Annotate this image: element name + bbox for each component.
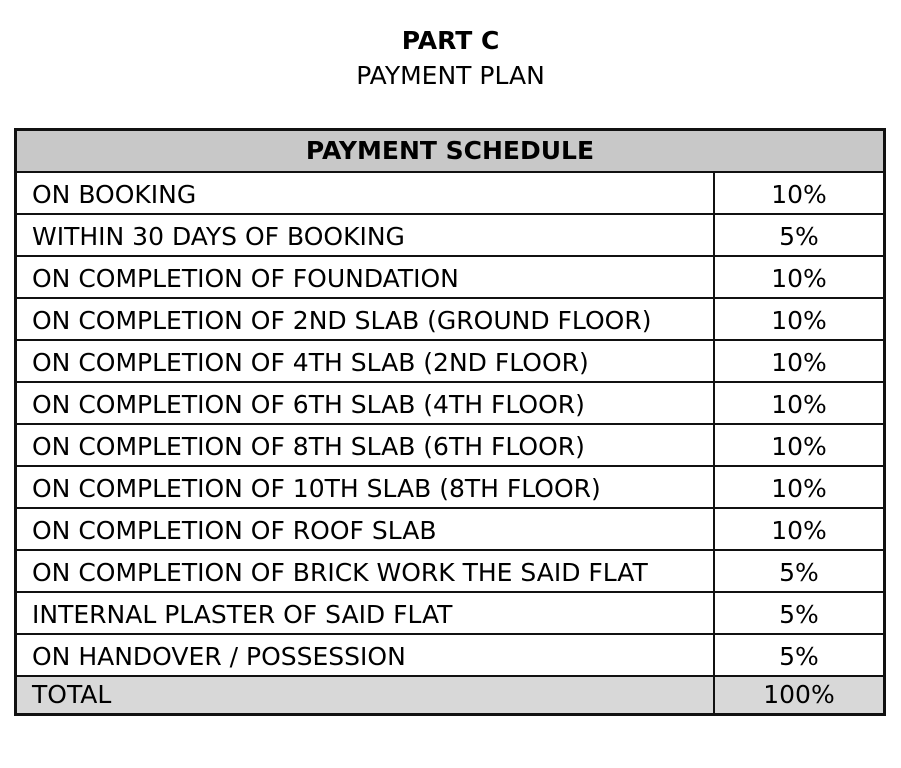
stage-cell: ON COMPLETION OF BRICK WORK THE SAID FLAT [16, 550, 715, 592]
document-subtitle: PAYMENT PLAN [356, 61, 545, 90]
percent-cell: 10% [714, 340, 885, 382]
table-row [16, 214, 885, 256]
table-row [16, 466, 885, 508]
total-percent: 100% [714, 676, 885, 715]
table-row [16, 172, 885, 214]
stage-cell: ON COMPLETION OF ROOF SLAB [16, 508, 715, 550]
percent-cell: 5% [714, 634, 885, 676]
stage-cell: ON COMPLETION OF 2ND SLAB (GROUND FLOOR) [16, 298, 715, 340]
table-row [16, 298, 885, 340]
percent-cell: 5% [714, 592, 885, 634]
percent-cell: 10% [714, 298, 885, 340]
total-row [16, 676, 885, 715]
stage-cell: ON COMPLETION OF 8TH SLAB (6TH FLOOR) [16, 424, 715, 466]
percent-cell: 10% [714, 172, 885, 214]
document-title: PART C [401, 26, 500, 55]
stage-cell: ON BOOKING [16, 172, 715, 214]
table-row [16, 634, 885, 676]
table-row [16, 550, 885, 592]
percent-cell: 5% [714, 214, 885, 256]
table-row [16, 340, 885, 382]
stage-cell: ON COMPLETION OF 6TH SLAB (4TH FLOOR) [16, 382, 715, 424]
stage-cell: INTERNAL PLASTER OF SAID FLAT [16, 592, 715, 634]
stage-cell: ON COMPLETION OF FOUNDATION [16, 256, 715, 298]
table-row [16, 382, 885, 424]
percent-cell: 10% [714, 382, 885, 424]
table-row [16, 508, 885, 550]
table-row [16, 592, 885, 634]
stage-cell: ON COMPLETION OF 4TH SLAB (2ND FLOOR) [16, 340, 715, 382]
stage-cell: ON HANDOVER / POSSESSION [16, 634, 715, 676]
table-heading: PAYMENT SCHEDULE [16, 130, 885, 173]
payment-schedule-table [14, 128, 886, 716]
percent-cell: 10% [714, 256, 885, 298]
stage-cell: WITHIN 30 DAYS OF BOOKING [16, 214, 715, 256]
percent-cell: 10% [714, 508, 885, 550]
percent-cell: 10% [714, 466, 885, 508]
percent-cell: 10% [714, 424, 885, 466]
total-label: TOTAL [16, 676, 715, 715]
table-row [16, 424, 885, 466]
table-row [16, 256, 885, 298]
stage-cell: ON COMPLETION OF 10TH SLAB (8TH FLOOR) [16, 466, 715, 508]
percent-cell: 5% [714, 550, 885, 592]
